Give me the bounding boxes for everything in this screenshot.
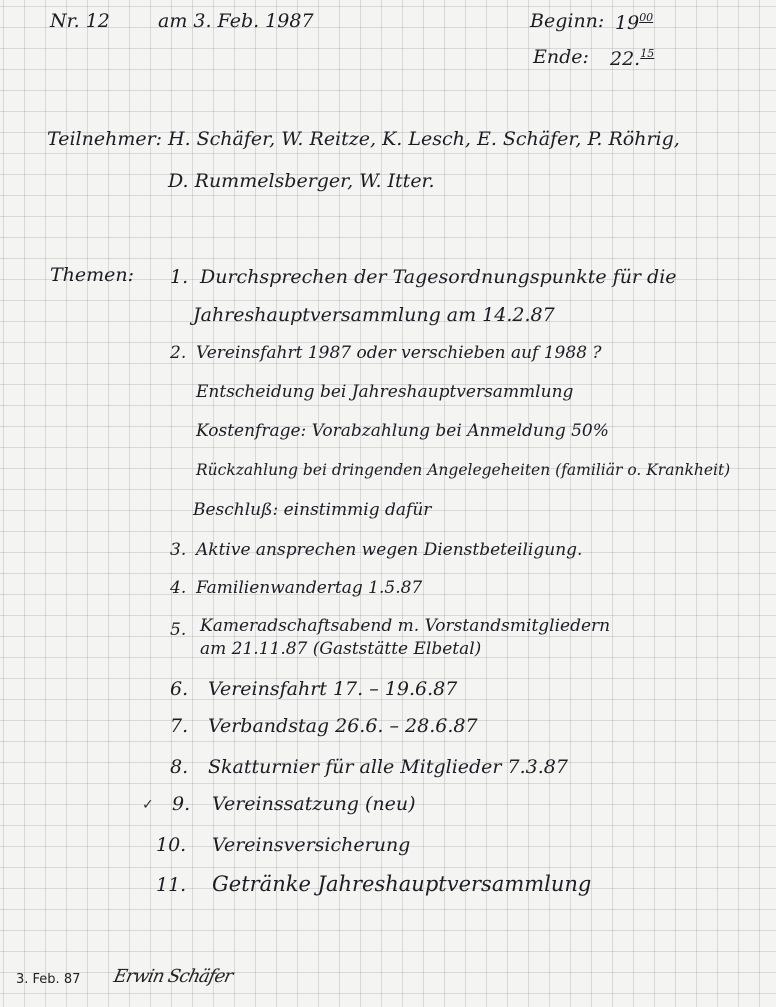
topic-5-line-1: Kameradschaftsabend m. Vorstandsmitgliedern [200,616,611,636]
end-label: Ende: [533,46,589,68]
start-hour: 19 [615,12,640,34]
topic-number-5: 5. [170,620,187,640]
topic-number-9: 9. [172,793,191,815]
topic-2-line-3: Kostenfrage: Vorabzahlung bei Anmeldung 50% [196,421,609,441]
topic-7-line-1: Verbandstag 26.6. – 28.6.87 [208,715,478,737]
check-mark-icon: ✓ [142,797,154,813]
topic-number-7: 7. [170,715,189,737]
topic-2-line-4: Rückzahlung bei dringenden Angelegeheiten (familiär o. Krankheit) [196,461,731,479]
topic-10-line-1: Vereinsversicherung [212,834,411,856]
topic-2-line-5: Beschluß: einstimmig dafür [193,500,432,520]
topic-number-10: 10. [156,834,187,856]
start-label: Beginn: [530,10,605,32]
meeting-date: am 3. Feb. 1987 [158,10,314,32]
topic-number-4: 4. [170,578,187,598]
topic-2-line-2: Entscheidung bei Jahreshauptversammlung [196,382,574,402]
topic-6-line-1: Vereinsfahrt 17. – 19.6.87 [208,678,458,700]
topic-number-6: 6. [170,678,189,700]
topic-9-line-1: Vereinssatzung (neu) [212,793,416,815]
topic-1-line-2: Jahreshauptversammlung am 14.2.87 [193,304,555,326]
topic-number-11: 11. [156,874,187,896]
end-minutes: 15 [640,47,655,60]
topic-3-line-1: Aktive ansprechen wegen Dienstbeteiligung. [196,540,583,560]
participants-line-2: D. Rummelsberger, W. Itter. [168,170,435,192]
start-minutes: 00 [639,11,654,24]
minutes-number: Nr. 12 [50,10,110,32]
participants-label: Teilnehmer: [47,128,163,150]
start-time [615,12,653,33]
signature: Erwin Schäfer [111,966,235,987]
topic-number-8: 8. [170,756,189,778]
topic-4-line-1: Familienwandertag 1.5.87 [196,578,423,598]
footer-date: 3. Feb. 87 [16,972,81,987]
topic-2-line-1: Vereinsfahrt 1987 oder verschieben auf 1988 ? [196,343,602,363]
end-hour: 22. [610,48,641,70]
topic-11-line-1: Getränke Jahreshauptversammlung [212,872,592,896]
topic-number-2: 2. [170,343,187,363]
topic-number-1: 1. [170,266,189,288]
topic-8-line-1: Skatturnier für alle Mitglieder 7.3.87 [208,756,568,778]
topic-1-line-1: Durchsprechen der Tagesordnungspunkte für die [200,266,677,288]
topic-number-3: 3. [170,540,187,560]
topics-label: Themen: [50,264,135,286]
participants-line-1: H. Schäfer, W. Reitze, K. Lesch, E. Schäfer, P. Röhrig, [168,128,680,150]
end-time [610,48,654,69]
topic-5-line-2: am 21.11.87 (Gaststätte Elbetal) [200,639,482,659]
